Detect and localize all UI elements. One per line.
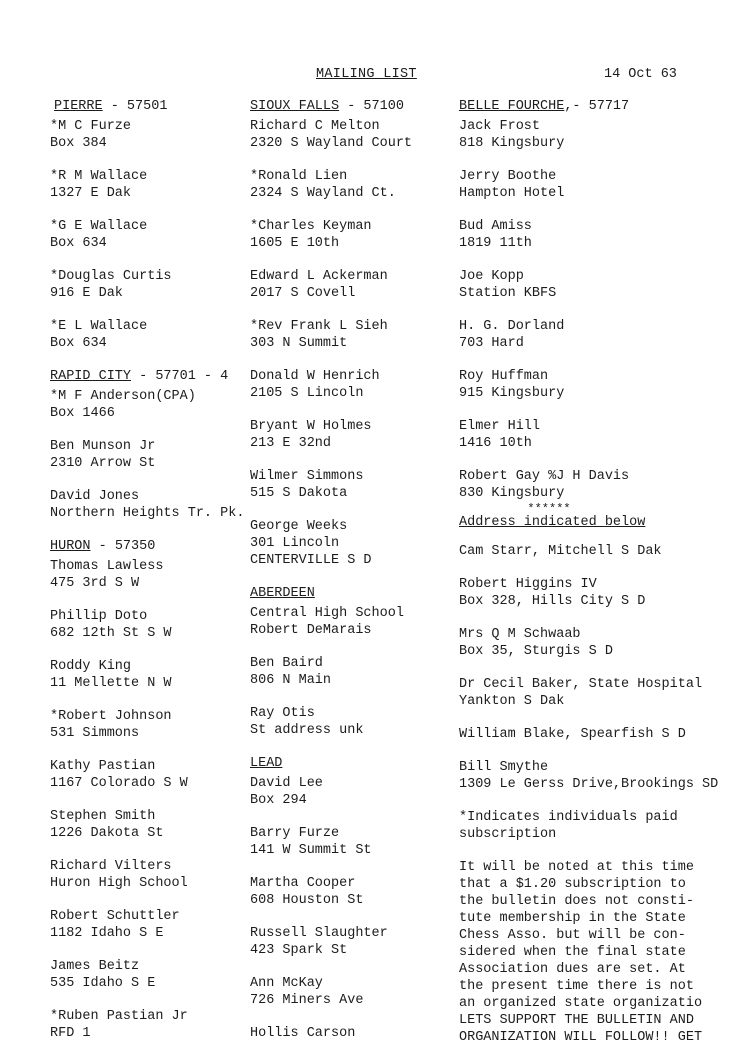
entry-name: *R M Wallace [50,169,148,184]
entry-address: 915 Kingsbury [459,386,565,401]
mailing-entry [459,418,739,452]
entry-name: Thomas Lawless [50,559,164,574]
note-line: an organized state organizatio [459,996,703,1011]
entry-name: James Beitz [50,959,140,974]
entry-list [250,775,460,1042]
entry-address: 1605 E 10th [250,236,340,251]
section-sioux-falls [250,98,460,115]
column-middle [250,98,460,1058]
mailing-entry [50,388,250,422]
section-huron [50,538,250,555]
mailing-entry [250,518,460,569]
entry-name: Richard Vilters [50,859,172,874]
entry-address: 2017 S Covell [250,286,356,301]
closing-note [459,859,739,1046]
entry-address: 423 Spark St [250,943,348,958]
document-date: 14 Oct 63 [604,67,677,82]
entry-list [50,118,250,352]
section-lead [250,755,460,772]
address-heading: Address indicated below [459,515,646,530]
entry-name: Central High School [250,606,404,621]
note-line: tute membership in the State [459,911,686,926]
mailing-entry [250,218,460,252]
mailing-entry [459,759,739,793]
mailing-entry [50,908,250,942]
entry-name: Roddy King [50,659,132,674]
mailing-entry [250,418,460,452]
mailing-entry [50,708,250,742]
mailing-entry [50,808,250,842]
zip-code: - 57350 [90,539,156,554]
entry-name: Joe Kopp [459,269,524,284]
entry-name: Bill Smythe [459,760,549,775]
entry-name: *M F Anderson(CPA) [50,389,196,404]
note-line: the present time there is not [459,979,694,994]
entry-address: 2320 S Wayland Court [250,136,413,151]
note-line: *Indicates individuals paid [459,810,678,825]
entry-name: Bryant W Holmes [250,419,372,434]
note-line: sidered when the final state [459,945,686,960]
section-rapid-city [50,368,250,385]
mailing-entry [459,168,739,202]
entry-address: 2324 S Wayland Ct. [250,186,396,201]
section-pierre [50,98,250,115]
entry-list [250,118,460,569]
entry-address: Box 634 [50,236,107,251]
section-aberdeen [250,585,460,602]
entry-list [50,558,250,1042]
mailing-entry [50,758,250,792]
mailing-entry [459,676,739,710]
entry-address: 531 Simmons [50,726,140,741]
entry-name: Ann McKay [250,976,323,991]
mailing-entry [250,318,460,352]
entry-name: Barry Furze [250,826,340,841]
mailing-entry [250,118,460,152]
entry-name: William Blake, Spearfish S D [459,727,686,742]
mailing-entry [459,468,739,502]
entry-address: 1327 E Dak [50,186,132,201]
note-line: Association dues are set. At [459,962,686,977]
mailing-entry [459,543,739,560]
entry-address: 1182 Idaho S E [50,926,164,941]
mailing-entry [459,218,739,252]
note-line: Chess Asso. but will be con- [459,928,686,943]
entry-name: Roy Huffman [459,369,549,384]
mailing-entry [459,118,739,152]
note-line: LETS SUPPORT THE BULLETIN AND [459,1013,694,1028]
entry-address: St address unk [250,723,364,738]
entry-address: 1819 11th [459,236,532,251]
mailing-entry [50,558,250,592]
entry-list [50,388,250,522]
entry-address: 682 12th St S W [50,626,172,641]
entry-name: *G E Wallace [50,219,148,234]
entry-address: 2105 S Lincoln [250,386,364,401]
entry-name: *Charles Keyman [250,219,372,234]
entry-list [250,605,460,739]
mailing-entry [50,1008,250,1042]
entry-address: 141 W Summit St [250,843,372,858]
zip-code: - 57501 [102,99,168,114]
entry-name: George Weeks [250,519,348,534]
entry-name: *Robert Johnson [50,709,172,724]
mailing-entry [250,268,460,302]
entry-address: 301 Lincoln [250,536,340,551]
mailing-entry [50,218,250,252]
entry-name: Robert Schuttler [50,909,180,924]
separator-asterisks: ****** [527,502,571,516]
entry-name: Hollis Carson [250,1026,356,1041]
entry-address: 515 S Dakota [250,486,348,501]
entry-address: Box 1466 [50,406,115,421]
mailing-entry [50,658,250,692]
mailing-entry [459,368,739,402]
entry-name: Bud Amiss [459,219,532,234]
entry-address: 1309 Le Gerss Drive,Brookings SD [459,777,719,792]
entry-address: RFD 1 [50,1026,91,1041]
mailing-entry [50,168,250,202]
indicator-note [459,809,739,843]
mailing-entry [250,875,460,909]
note-line: ORGANIZATION WILL FOLLOW!! GET [459,1030,703,1045]
entry-address: 11 Mellette N W [50,676,172,691]
entry-address: Huron High School [50,876,188,891]
mailing-entry [459,576,739,610]
mailing-entry [50,958,250,992]
entry-address: CENTERVILLE S D [250,553,372,568]
note-line: the bulletin does not consti- [459,894,694,909]
entry-name: Ben Baird [250,656,323,671]
entry-address: Yankton S Dak [459,694,565,709]
mailing-entry [50,268,250,302]
entry-address: Box 328, Hills City S D [459,594,646,609]
mailing-entry [50,438,250,472]
entry-name: David Jones [50,489,140,504]
entry-name: Robert Higgins IV [459,577,597,592]
entry-address: Box 634 [50,336,107,351]
entry-address: 726 Miners Ave [250,993,364,1008]
entry-name: David Lee [250,776,323,791]
entry-name: *M C Furze [50,119,132,134]
entry-name: Phillip Doto [50,609,148,624]
entry-name: *Ronald Lien [250,169,348,184]
column-left [50,98,250,1058]
mailing-entry [250,925,460,959]
entry-name: H. G. Dorland [459,319,565,334]
entry-address: 475 3rd S W [50,576,140,591]
entry-name: Martha Cooper [250,876,356,891]
entry-address: Box 384 [50,136,107,151]
section-heading: LEAD [250,756,283,771]
entry-address: Station KBFS [459,286,557,301]
entry-name: Robert Gay %J H Davis [459,469,630,484]
entry-name: Ray Otis [250,706,315,721]
mailing-entry [250,975,460,1009]
entry-name: *Ruben Pastian Jr [50,1009,188,1024]
section-heading: RAPID CITY [50,369,132,384]
section-belle-fourche [459,98,739,115]
entry-name: Richard C Melton [250,119,380,134]
mailing-entry [250,468,460,502]
page-title: MAILING LIST [316,67,417,82]
entry-address: Northern Heights Tr. Pk. [50,506,245,521]
section-heading: PIERRE [54,99,103,114]
mailing-entry [459,626,739,660]
entry-address: Robert DeMarais [250,623,372,638]
note-line: that a $1.20 subscription to [459,877,686,892]
entry-name: Jack Frost [459,119,541,134]
entry-name: *Douglas Curtis [50,269,172,284]
mailing-entry [250,368,460,402]
entry-address: 535 Idaho S E [50,976,156,991]
entry-address: Box 35, Sturgis S D [459,644,613,659]
note-line: It will be noted at this time [459,860,694,875]
mailing-entry [250,705,460,739]
entry-name: Ben Munson Jr [50,439,156,454]
entry-list [459,543,739,793]
section-heading: SIOUX FALLS [250,99,340,114]
entry-address: Box 294 [250,793,307,808]
mailing-entry [250,1025,460,1042]
section-heading: BELLE FOURCHE [459,99,565,114]
mailing-entry [50,608,250,642]
zip-code: ,- 57717 [564,99,630,114]
entry-name: Elmer Hill [459,419,541,434]
mailing-entry [50,318,250,352]
section-heading: ABERDEEN [250,586,315,601]
entry-address: Hampton Hotel [459,186,565,201]
entry-address: 2310 Arrow St [50,456,156,471]
entry-address: 303 N Summit [250,336,348,351]
entry-name: Russell Slaughter [250,926,388,941]
entry-address: 916 E Dak [50,286,123,301]
entry-name: Kathy Pastian [50,759,156,774]
entry-address: 608 Houston St [250,893,364,908]
mailing-entry [459,318,739,352]
entry-address: 213 E 32nd [250,436,332,451]
zip-code: - 57701 - 4 [131,369,229,384]
entry-name: Dr Cecil Baker, State Hospital [459,677,703,692]
entry-address: 1226 Dakota St [50,826,164,841]
section-heading: HURON [50,539,91,554]
mailing-entry [50,858,250,892]
note-line: subscription [459,827,557,842]
entry-address: 830 Kingsbury [459,486,565,501]
mailing-entry [250,655,460,689]
entry-address: 703 Hard [459,336,524,351]
entry-name: Wilmer Simmons [250,469,364,484]
mailing-entry [250,605,460,639]
entry-address: 818 Kingsbury [459,136,565,151]
entry-name: Stephen Smith [50,809,156,824]
entry-list [459,118,739,502]
mailing-entry [50,118,250,152]
entry-address: 1167 Colorado S W [50,776,188,791]
zip-code: - 57100 [339,99,404,114]
entry-name: *Rev Frank L Sieh [250,319,388,334]
entry-address: 1416 10th [459,436,532,451]
entry-name: *E L Wallace [50,319,148,334]
entry-name: Edward L Ackerman [250,269,388,284]
mailing-entry [50,488,250,522]
mailing-entry [459,268,739,302]
entry-address: 806 N Main [250,673,332,688]
mailing-entry [250,775,460,809]
entry-name: Cam Starr, Mitchell S Dak [459,544,662,559]
entry-name: Donald W Henrich [250,369,380,384]
entry-name: Mrs Q M Schwaab [459,627,581,642]
mailing-entry [250,825,460,859]
entry-name: Jerry Boothe [459,169,557,184]
mailing-entry [459,726,739,743]
mailing-entry [250,168,460,202]
column-right [459,98,739,1046]
